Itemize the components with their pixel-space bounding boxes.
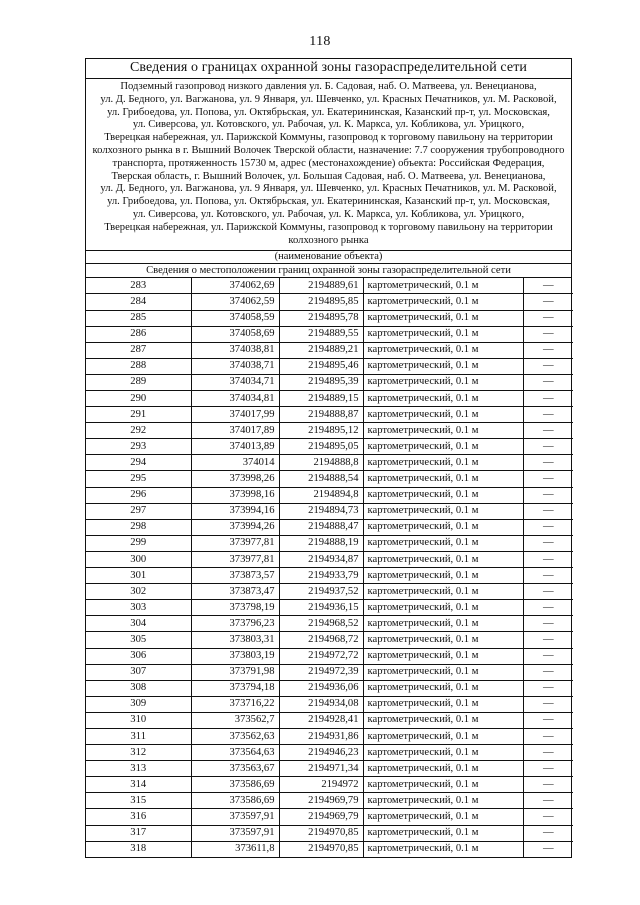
table-row [86, 455, 573, 471]
y-coordinate-cell: 2194895,39 [279, 374, 363, 390]
x-coordinate-cell: 374034,71 [191, 374, 279, 390]
point-number-cell: 306 [86, 648, 191, 664]
y-coordinate-cell: 2194934,08 [279, 696, 363, 712]
table-row [86, 777, 573, 793]
object-description [86, 79, 571, 250]
y-coordinate-cell: 2194946,23 [279, 745, 363, 761]
accuracy-method-cell: картометрический, 0.1 м [363, 439, 523, 455]
y-coordinate-cell: 2194972,72 [279, 648, 363, 664]
table-row [86, 696, 573, 712]
x-coordinate-cell: 373977,81 [191, 535, 279, 551]
description-line: колхозного рынка [288, 234, 369, 246]
y-coordinate-cell: 2194931,86 [279, 728, 363, 744]
x-coordinate-cell: 374017,89 [191, 423, 279, 439]
accuracy-method-cell: картометрический, 0.1 м [363, 680, 523, 696]
description-cell: — [523, 696, 573, 712]
x-coordinate-cell: 373564,63 [191, 745, 279, 761]
x-coordinate-cell: 374038,81 [191, 342, 279, 358]
accuracy-method-cell: картометрический, 0.1 м [363, 391, 523, 407]
y-coordinate-cell: 2194888,8 [279, 455, 363, 471]
x-coordinate-cell: 374038,71 [191, 358, 279, 374]
accuracy-method-cell: картометрический, 0.1 м [363, 278, 523, 294]
point-number-cell: 307 [86, 664, 191, 680]
point-number-cell: 289 [86, 374, 191, 390]
point-number-cell: 285 [86, 310, 191, 326]
point-number-cell: 316 [86, 809, 191, 825]
table-row [86, 568, 573, 584]
table-row [86, 391, 573, 407]
table-row [86, 761, 573, 777]
y-coordinate-cell: 2194888,54 [279, 471, 363, 487]
y-coordinate-cell: 2194933,79 [279, 568, 363, 584]
point-number-cell: 301 [86, 568, 191, 584]
x-coordinate-cell: 373586,69 [191, 793, 279, 809]
y-coordinate-cell: 2194970,85 [279, 841, 363, 857]
point-number-cell: 303 [86, 600, 191, 616]
table-row [86, 616, 573, 632]
description-cell: — [523, 745, 573, 761]
x-coordinate-cell: 373563,67 [191, 761, 279, 777]
description-line: Тверецкая набережная, ул. Парижской Коммуны, газопровод к торговому павильону на территории [104, 221, 553, 233]
accuracy-method-cell: картометрический, 0.1 м [363, 696, 523, 712]
y-coordinate-cell: 2194936,15 [279, 600, 363, 616]
table-row [86, 294, 573, 310]
description-cell: — [523, 632, 573, 648]
description-line: транспорта, протяженность 15730 м, адрес (местонахождение) объекта: Российская Федерация, [112, 157, 545, 169]
point-number-cell: 288 [86, 358, 191, 374]
description-line: ул. Сиверсова, ул. Котовского, ул. Рабочая, ул. К. Маркса, ул. Кобликова, ул. Урицкого, [132, 119, 525, 131]
description-line: колхозного рынка в г. Вышний Волочек Тверской области, назначение: 7.7 сооружения трубопроводного [92, 144, 565, 156]
description-cell: — [523, 793, 573, 809]
accuracy-method-cell: картометрический, 0.1 м [363, 423, 523, 439]
x-coordinate-cell: 374058,69 [191, 326, 279, 342]
x-coordinate-cell: 374062,69 [191, 278, 279, 294]
table-row [86, 745, 573, 761]
x-coordinate-cell: 373791,98 [191, 664, 279, 680]
y-coordinate-cell: 2194895,85 [279, 294, 363, 310]
y-coordinate-cell: 2194972 [279, 777, 363, 793]
x-coordinate-cell: 373562,7 [191, 712, 279, 728]
y-coordinate-cell: 2194895,05 [279, 439, 363, 455]
table-row [86, 342, 573, 358]
point-number-cell: 287 [86, 342, 191, 358]
description-cell: — [523, 600, 573, 616]
accuracy-method-cell: картометрический, 0.1 м [363, 407, 523, 423]
description-cell: — [523, 471, 573, 487]
accuracy-method-cell: картометрический, 0.1 м [363, 793, 523, 809]
description-cell: — [523, 648, 573, 664]
accuracy-method-cell: картометрический, 0.1 м [363, 374, 523, 390]
point-number-cell: 284 [86, 294, 191, 310]
accuracy-method-cell: картометрический, 0.1 м [363, 455, 523, 471]
description-cell: — [523, 423, 573, 439]
section-heading: Сведения о местоположении границ охранной зоны газораспределительной сети [86, 264, 571, 278]
y-coordinate-cell: 2194937,52 [279, 584, 363, 600]
description-cell: — [523, 712, 573, 728]
x-coordinate-cell: 374014 [191, 455, 279, 471]
description-cell: — [523, 777, 573, 793]
table-row [86, 825, 573, 841]
description-cell: — [523, 584, 573, 600]
description-cell: — [523, 342, 573, 358]
x-coordinate-cell: 373611,8 [191, 841, 279, 857]
accuracy-method-cell: картометрический, 0.1 м [363, 342, 523, 358]
description-cell: — [523, 487, 573, 503]
object-name-caption: (наименование объекта) [86, 250, 571, 264]
point-number-cell: 315 [86, 793, 191, 809]
x-coordinate-cell: 373994,16 [191, 503, 279, 519]
description-cell: — [523, 825, 573, 841]
x-coordinate-cell: 373597,91 [191, 809, 279, 825]
point-number-cell: 308 [86, 680, 191, 696]
point-number-cell: 318 [86, 841, 191, 857]
table-row [86, 423, 573, 439]
page-number: 118 [309, 34, 331, 49]
description-cell: — [523, 310, 573, 326]
y-coordinate-cell: 2194968,72 [279, 632, 363, 648]
y-coordinate-cell: 2194968,52 [279, 616, 363, 632]
description-cell: — [523, 374, 573, 390]
description-cell: — [523, 841, 573, 857]
point-number-cell: 294 [86, 455, 191, 471]
description-line: ул. Сиверсова, ул. Котовского, ул. Рабочая, ул. К. Маркса, ул. Кобликова, ул. Урицкого, [132, 208, 525, 220]
x-coordinate-cell: 374034,81 [191, 391, 279, 407]
table-row [86, 358, 573, 374]
accuracy-method-cell: картометрический, 0.1 м [363, 761, 523, 777]
point-number-cell: 291 [86, 407, 191, 423]
description-cell: — [523, 407, 573, 423]
x-coordinate-cell: 373994,26 [191, 519, 279, 535]
x-coordinate-cell: 373977,81 [191, 551, 279, 567]
x-coordinate-cell: 373873,47 [191, 584, 279, 600]
accuracy-method-cell: картометрический, 0.1 м [363, 326, 523, 342]
description-cell: — [523, 664, 573, 680]
document-table [85, 58, 572, 858]
y-coordinate-cell: 2194971,34 [279, 761, 363, 777]
table-row [86, 519, 573, 535]
y-coordinate-cell: 2194972,39 [279, 664, 363, 680]
accuracy-method-cell: картометрический, 0.1 м [363, 825, 523, 841]
point-number-cell: 292 [86, 423, 191, 439]
description-cell: — [523, 761, 573, 777]
x-coordinate-cell: 373803,31 [191, 632, 279, 648]
point-number-cell: 305 [86, 632, 191, 648]
point-number-cell: 300 [86, 551, 191, 567]
y-coordinate-cell: 2194969,79 [279, 793, 363, 809]
accuracy-method-cell: картометрический, 0.1 м [363, 471, 523, 487]
point-number-cell: 302 [86, 584, 191, 600]
description-cell: — [523, 294, 573, 310]
point-number-cell: 304 [86, 616, 191, 632]
accuracy-method-cell: картометрический, 0.1 м [363, 568, 523, 584]
accuracy-method-cell: картометрический, 0.1 м [363, 648, 523, 664]
table-row [86, 841, 573, 857]
y-coordinate-cell: 2194888,19 [279, 535, 363, 551]
y-coordinate-cell: 2194888,87 [279, 407, 363, 423]
accuracy-method-cell: картометрический, 0.1 м [363, 519, 523, 535]
point-number-cell: 309 [86, 696, 191, 712]
point-number-cell: 290 [86, 391, 191, 407]
table-row [86, 310, 573, 326]
accuracy-method-cell: картометрический, 0.1 м [363, 503, 523, 519]
x-coordinate-cell: 374017,99 [191, 407, 279, 423]
accuracy-method-cell: картометрический, 0.1 м [363, 712, 523, 728]
x-coordinate-cell: 373998,16 [191, 487, 279, 503]
accuracy-method-cell: картометрический, 0.1 м [363, 632, 523, 648]
accuracy-method-cell: картометрический, 0.1 м [363, 535, 523, 551]
description-cell: — [523, 680, 573, 696]
y-coordinate-cell: 2194969,79 [279, 809, 363, 825]
accuracy-method-cell: картометрический, 0.1 м [363, 809, 523, 825]
accuracy-method-cell: картометрический, 0.1 м [363, 294, 523, 310]
table-row [86, 551, 573, 567]
description-cell: — [523, 551, 573, 567]
point-number-cell: 310 [86, 712, 191, 728]
description-cell: — [523, 326, 573, 342]
description-line: Подземный газопровод низкого давления ул. Б. Садовая, наб. О. Матвеева, ул. Венецианова, [120, 81, 537, 92]
accuracy-method-cell: картометрический, 0.1 м [363, 745, 523, 761]
accuracy-method-cell: картометрический, 0.1 м [363, 584, 523, 600]
description-cell: — [523, 809, 573, 825]
y-coordinate-cell: 2194895,12 [279, 423, 363, 439]
y-coordinate-cell: 2194894,8 [279, 487, 363, 503]
y-coordinate-cell: 2194894,73 [279, 503, 363, 519]
accuracy-method-cell: картометрический, 0.1 м [363, 777, 523, 793]
table-row [86, 793, 573, 809]
x-coordinate-cell: 373716,22 [191, 696, 279, 712]
x-coordinate-cell: 373597,91 [191, 825, 279, 841]
table-row [86, 712, 573, 728]
table-row [86, 809, 573, 825]
y-coordinate-cell: 2194928,41 [279, 712, 363, 728]
description-cell: — [523, 535, 573, 551]
point-number-cell: 312 [86, 745, 191, 761]
table-row [86, 664, 573, 680]
accuracy-method-cell: картометрический, 0.1 м [363, 551, 523, 567]
table-row [86, 632, 573, 648]
point-number-cell: 283 [86, 278, 191, 294]
table-row [86, 584, 573, 600]
x-coordinate-cell: 373873,57 [191, 568, 279, 584]
accuracy-method-cell: картометрический, 0.1 м [363, 728, 523, 744]
description-cell: — [523, 278, 573, 294]
description-line: Тверецкая набережная, ул. Парижской Коммуны, газопровод к торговому павильону на территории [104, 132, 553, 144]
point-number-cell: 311 [86, 728, 191, 744]
x-coordinate-cell: 373794,18 [191, 680, 279, 696]
point-number-cell: 299 [86, 535, 191, 551]
point-number-cell: 295 [86, 471, 191, 487]
y-coordinate-cell: 2194889,55 [279, 326, 363, 342]
x-coordinate-cell: 373586,69 [191, 777, 279, 793]
point-number-cell: 314 [86, 777, 191, 793]
table-row [86, 648, 573, 664]
description-cell: — [523, 568, 573, 584]
description-cell: — [523, 728, 573, 744]
description-cell: — [523, 455, 573, 471]
description-cell: — [523, 439, 573, 455]
description-line: ул. Грибоедова, ул. Попова, ул. Октябрьская, ул. Екатерининская, Казанский пр-т, ул. Московская, [107, 196, 550, 208]
document-title: Сведения о границах охранной зоны газораспределительной сети [86, 59, 571, 79]
y-coordinate-cell: 2194889,61 [279, 278, 363, 294]
x-coordinate-cell: 373998,26 [191, 471, 279, 487]
point-number-cell: 286 [86, 326, 191, 342]
y-coordinate-cell: 2194895,46 [279, 358, 363, 374]
table-row [86, 600, 573, 616]
accuracy-method-cell: картометрический, 0.1 м [363, 841, 523, 857]
description-cell: — [523, 391, 573, 407]
description-line: ул. Д. Бедного, ул. Вагжанова, ул. 9 Января, ул. Шевченко, ул. Красных Печатников, ул. М. Расковой, [100, 93, 557, 105]
table-row [86, 503, 573, 519]
table-row [86, 680, 573, 696]
x-coordinate-cell: 374013,89 [191, 439, 279, 455]
coordinates-table [86, 278, 573, 856]
table-row [86, 487, 573, 503]
accuracy-method-cell: картометрический, 0.1 м [363, 358, 523, 374]
y-coordinate-cell: 2194936,06 [279, 680, 363, 696]
table-row [86, 278, 573, 294]
point-number-cell: 317 [86, 825, 191, 841]
y-coordinate-cell: 2194970,85 [279, 825, 363, 841]
table-row [86, 535, 573, 551]
y-coordinate-cell: 2194889,21 [279, 342, 363, 358]
description-line: ул. Грибоедова, ул. Попова, ул. Октябрьская, ул. Екатерининская, Казанский пр-т, ул. Московская, [107, 106, 550, 118]
description-cell: — [523, 519, 573, 535]
y-coordinate-cell: 2194888,47 [279, 519, 363, 535]
table-row [86, 374, 573, 390]
accuracy-method-cell: картометрический, 0.1 м [363, 664, 523, 680]
accuracy-method-cell: картометрический, 0.1 м [363, 616, 523, 632]
x-coordinate-cell: 373796,23 [191, 616, 279, 632]
description-line: ул. Д. Бедного, ул. Вагжанова, ул. 9 Января, ул. Шевченко, ул. Красных Печатников, ул. М. Расковой, [100, 183, 557, 195]
table-row [86, 728, 573, 744]
description-line: Тверская область, г. Вышний Волочек, ул. Большая Садовая, наб. О. Матвеева, ул. Венецианова, [111, 170, 546, 182]
x-coordinate-cell: 373798,19 [191, 600, 279, 616]
accuracy-method-cell: картометрический, 0.1 м [363, 600, 523, 616]
accuracy-method-cell: картометрический, 0.1 м [363, 310, 523, 326]
table-row [86, 439, 573, 455]
point-number-cell: 297 [86, 503, 191, 519]
y-coordinate-cell: 2194934,87 [279, 551, 363, 567]
description-cell: — [523, 503, 573, 519]
table-row [86, 407, 573, 423]
description-cell: — [523, 616, 573, 632]
accuracy-method-cell: картометрический, 0.1 м [363, 487, 523, 503]
x-coordinate-cell: 373803,19 [191, 648, 279, 664]
point-number-cell: 298 [86, 519, 191, 535]
description-cell: — [523, 358, 573, 374]
y-coordinate-cell: 2194889,15 [279, 391, 363, 407]
point-number-cell: 296 [86, 487, 191, 503]
x-coordinate-cell: 374058,59 [191, 310, 279, 326]
x-coordinate-cell: 374062,59 [191, 294, 279, 310]
y-coordinate-cell: 2194895,78 [279, 310, 363, 326]
x-coordinate-cell: 373562,63 [191, 728, 279, 744]
table-row [86, 326, 573, 342]
table-row [86, 471, 573, 487]
point-number-cell: 313 [86, 761, 191, 777]
point-number-cell: 293 [86, 439, 191, 455]
